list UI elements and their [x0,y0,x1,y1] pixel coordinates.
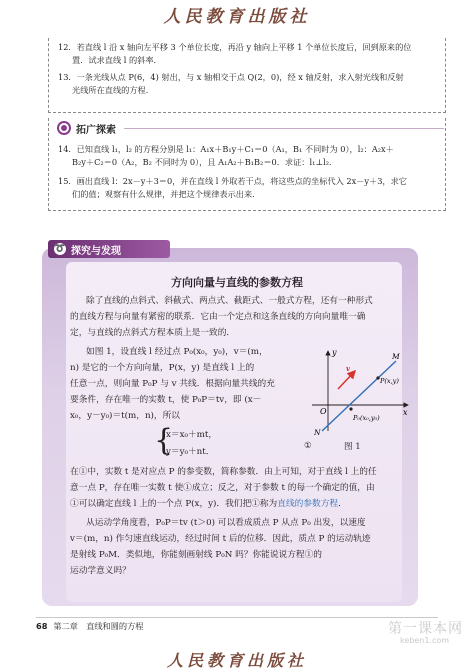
para2-line5: x₀，y－y₀)＝t(m，n)，所以 [70,411,180,421]
equation-brace: { [154,423,174,458]
equation-x: x＝x₀＋mt， [166,430,218,440]
watermark: 第一课本网 [388,621,463,637]
footer-divider [36,617,438,618]
chapter-title: 第二章 直线和圆的方程 [53,621,144,631]
q14-line1: 14．已知直线 l₁，l₂ 的方程分别是 l₁：A₁x＋B₁y＋C₁＝0（A₁，B₁ 不同时为 0），l₂：A₂x＋ [58,144,394,154]
para4-line3: 是射线 P₀M．类似地，你能刻画射线 P₀N 吗？你能说说方程①的 [70,550,322,560]
equation-y: y＝y₀＋nt． [166,447,215,457]
publisher-header: 人民教育出版社 [163,7,311,27]
spiral-icon: ➰ [54,244,66,254]
vector-label: v [346,364,351,373]
para3-line3 [70,498,347,510]
term-parametric-equation: 直线的参数方程 [277,499,339,509]
page-number: 68 [36,621,48,631]
para4-line1: 从运动学角度看，P₀P＝tv (t＞0) 可以看成质点 P 从点 P₀ 出发，以速度 [86,518,366,528]
point-p0-label: P₀(x₀,y₀) [353,414,380,422]
para4-line4: 运动学意义吗？ [70,566,131,576]
expand-title: 拓广探索 [76,124,116,136]
publisher-footer: 人民教育出版社 [166,651,307,670]
point-n-label: N [314,428,321,437]
x-axis-label: x [403,408,408,417]
watermark-url: keben1.com [400,636,450,645]
point-p-label: P(x,y) [380,377,399,385]
q14-line2: B₂y＋C₂＝0（A₂，B₂ 不同时为 0），且 A₁A₂＋B₁B₂＝0．求证：l₁⊥l₂． [72,157,338,167]
y-axis-label: y [332,348,337,357]
footer [36,621,143,632]
q12-line2: 置．试求直线 l 的斜率． [72,55,162,65]
para2-line1: 如图 1，设直线 l 经过点 P₀(x₀，y₀)，v＝(m， [86,347,268,357]
q15-line1: 15．画出直线 l：2x－y＋3＝0，并在直线 l 外取若干点，将这些点的坐标代入 2x－y＋3，求它 [58,176,407,186]
point-m-label: M [392,352,400,361]
para3-line2: 意一点 P，存在唯一实数 t 使①成立；反之，对于参数 t 的每一个确定的值，由 [70,483,375,493]
direction-vector-v [338,371,355,389]
para3-line3-c: ． [338,499,347,509]
figure-1-diagram [308,345,412,437]
equation-number: ① [304,441,312,451]
section-title: 方向向量与直线的参数方程 [171,276,303,289]
para2-line4: 要条件，存在唯一的实数 t，使 P₀P＝tv，即 (x－ [70,395,262,405]
q13-line1: 13．一条光线从点 P(6，4) 射出，与 x 轴相交于点 Q(2，0)，经 x 轴反射，求入射光线和反射 [58,72,404,82]
origin-label: O [320,407,327,416]
para1-line1: 除了直线的点斜式、斜截式、两点式、截距式、一般式方程，还有一种形式 [86,296,373,306]
section-tab-label: 探究与发现 [71,245,121,257]
para1-line3: 定，与直线的点斜式方程本质上是一致的． [70,328,236,338]
figure-caption: 图 1 [344,442,361,452]
q15-line2: 们的值；观察有什么规律，并把这个规律表示出来． [72,189,261,199]
para2-line3: 任意一点，则向量 P₀P 与 v 共线．根据向量共线的充 [70,379,275,389]
para3-line3-a: ①可以确定直线 l 上的一个点 P(x，y)．我们把①称为 [70,499,278,509]
para2-line2: n) 是它的一个方向向量，P(x，y) 是直线 l 上的 [70,363,255,373]
q13-line2: 光线所在直线的方程． [72,85,154,95]
q12-line1: 12．若直线 l 沿 x 轴向左平移 3 个单位长度，再沿 y 轴向上平移 1 个单位长度后，回到原来的位 [58,42,412,52]
para1-line2: 的直线方程与向量有紧密的联系．它由一个定点和这条直线的方向向量唯一确 [70,312,366,322]
para4-line2: v＝(m，n) 作匀速直线运动，经过时间 t 后的位移．因此，质点 P 的运动轨迹 [70,534,371,544]
point-p0 [349,407,352,410]
section-tab [48,240,170,258]
para3-line1: 在①中，实数 t 是对应点 P 的参变数，简称参数．由上可知，对于直线 l 上的任 [70,467,377,477]
